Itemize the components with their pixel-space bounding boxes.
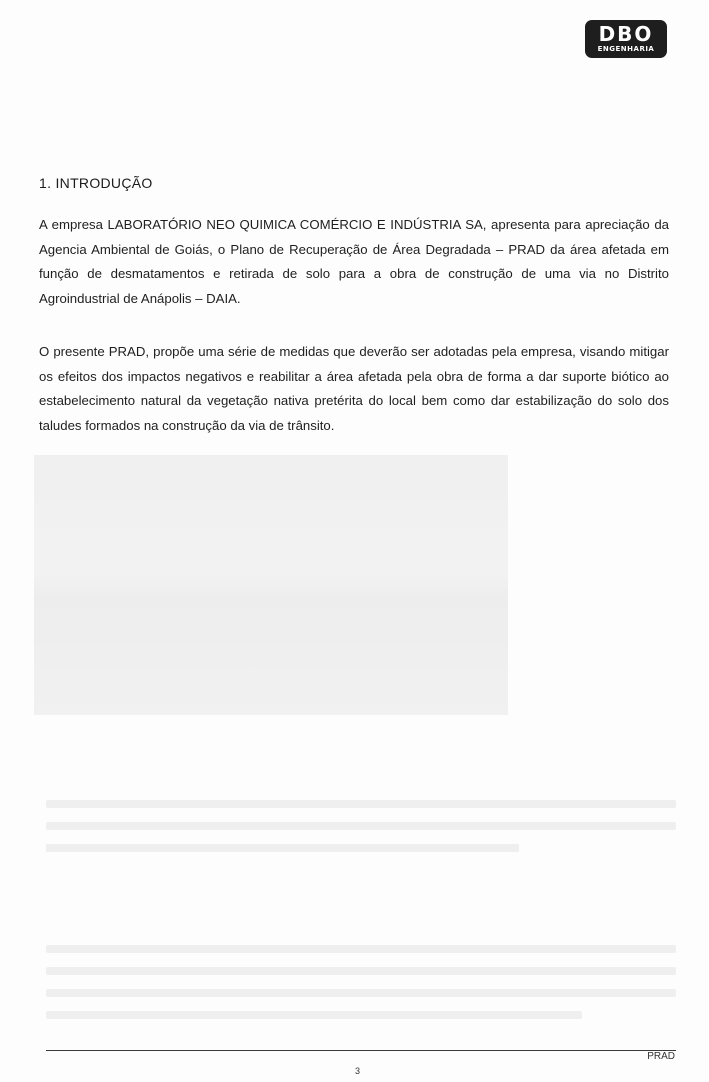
- show-through-text-block: [46, 945, 676, 1033]
- footer-divider: [46, 1050, 676, 1051]
- footer-label: PRAD: [647, 1051, 675, 1062]
- show-through-text-block: [46, 800, 676, 866]
- section-heading: 1. INTRODUÇÃO: [39, 175, 153, 191]
- company-logo: [585, 20, 667, 58]
- logo-name: DBO: [598, 22, 654, 46]
- page-number: 3: [355, 1066, 361, 1076]
- show-through-photo: [34, 455, 508, 715]
- intro-paragraph-1: A empresa LABORATÓRIO NEO QUIMICA COMÉRCIO E INDÚSTRIA SA, apresenta para apreciação da Agencia Ambiental de Goiás, o Plano de Recuperação de Área Degradada – PRAD da área afetada em função de desmatamentos e retirada de solo para a obra de construção de uma via no Distrito Agroindustrial de Anápolis – DAIA.: [39, 217, 669, 306]
- logo-subtitle: ENGENHARIA: [597, 45, 655, 53]
- intro-paragraph-2: O presente PRAD, propõe uma série de medidas que deverão ser adotadas pela empresa, visando mitigar os efeitos dos impactos negativos e reabilitar a área afetada pela obra de forma a dar suporte biótico ao estabelecimento natural da vegetação nativa pretérita do local bem como dar estabilização do solo dos taludes formados na construção da via de trânsito.: [39, 344, 669, 433]
